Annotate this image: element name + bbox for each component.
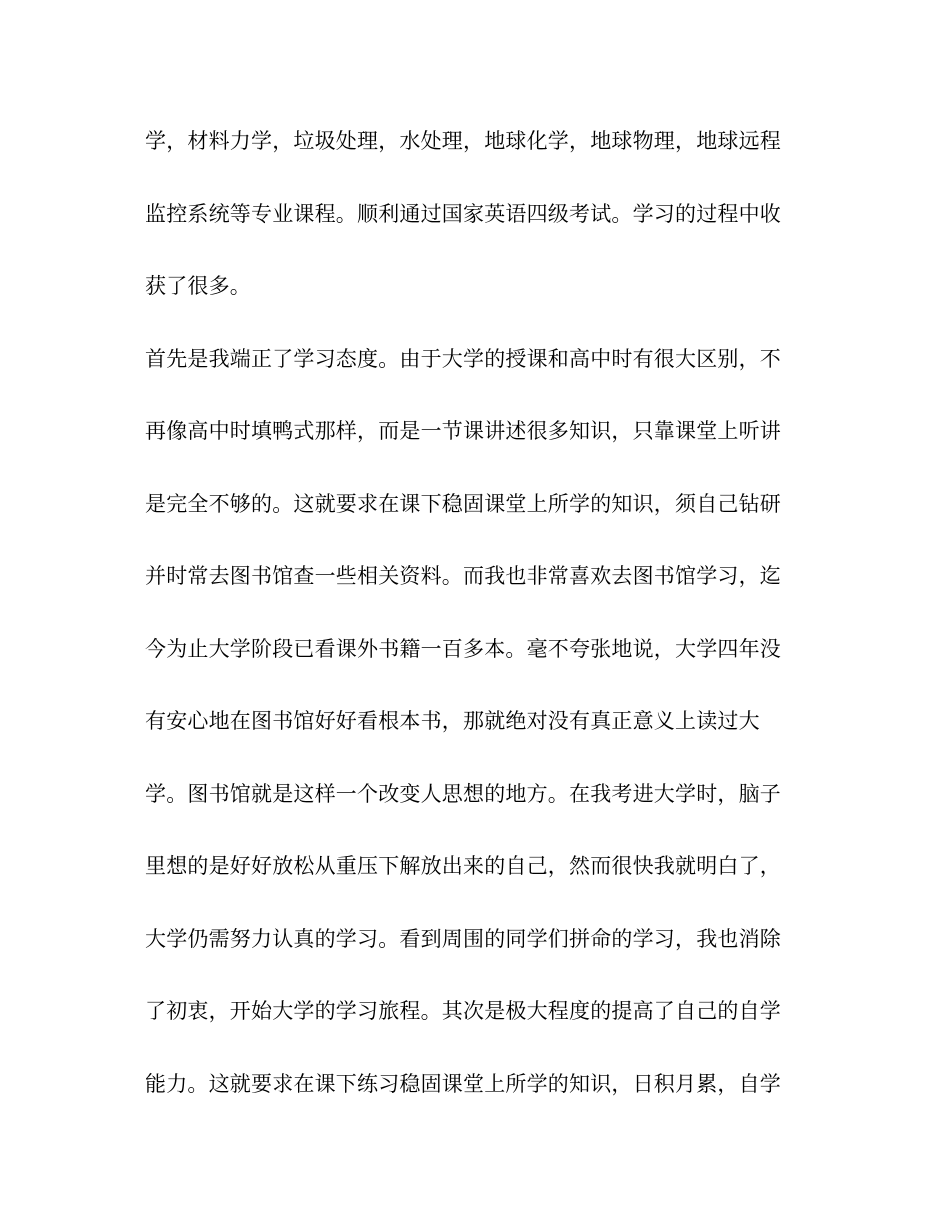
text-line-7: 并时常去图书馆查一些相关资料。而我也非常喜欢去图书馆学习，迄 xyxy=(145,564,781,588)
text-line-12: 大学仍需努力认真的学习。看到周围的同学们拼命的学习，我也消除 xyxy=(145,926,781,951)
text-line-2: 监控系统等专业课程。顺利通过国家英语四级考试。学习的过程中收 xyxy=(145,201,781,226)
text-line-9: 有安心地在图书馆好好看根本书，那就绝对没有真正意义上读过大 xyxy=(145,709,760,733)
text-line-4: 首先是我端正了学习态度。由于大学的授课和高中时有很大区别，不 xyxy=(145,346,781,371)
text-line-14: 能力。这就要求在课下练习稳固课堂上所学的知识，日积月累，自学 xyxy=(145,1071,781,1096)
text-line-8: 今为止大学阶段已看课外书籍一百多本。毫不夸张地说，大学四年没 xyxy=(145,636,781,661)
text-line-10: 学。图书馆就是这样一个改变人思想的地方。在我考进大学时，脑子 xyxy=(145,781,781,806)
body-text xyxy=(145,119,805,1134)
text-line-3: 获了很多。 xyxy=(145,274,251,298)
text-line-1: 学，材料力学，垃圾处理，水处理，地球化学，地球物理，地球远程 xyxy=(145,129,781,153)
text-line-6: 是完全不够的。这就要求在课下稳固课堂上所学的知识，须自己钻研 xyxy=(145,491,781,516)
text-line-11: 里想的是好好放松从重压下解放出来的自己，然而很快我就明白了， xyxy=(145,854,781,878)
text-line-5: 再像高中时填鸭式那样，而是一节课讲述很多知识，只靠课堂上听讲 xyxy=(145,419,781,443)
text-line-13: 了初衷，开始大学的学习旅程。其次是极大程度的提高了自己的自学 xyxy=(145,999,781,1023)
